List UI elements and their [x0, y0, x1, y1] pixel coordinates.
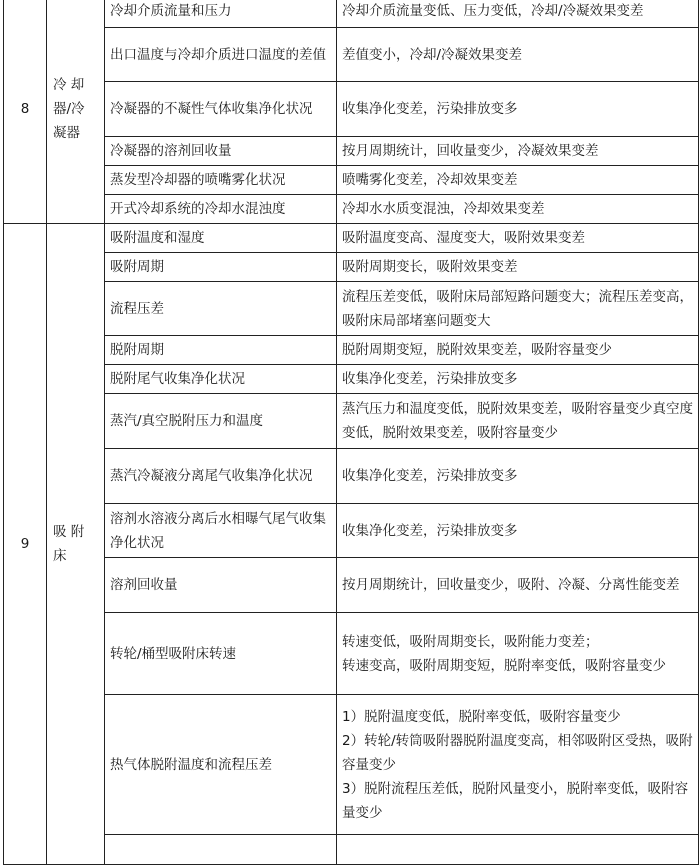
table-row: [4, 365, 699, 394]
check-item: 热气体脱附温度和流程压差: [105, 695, 337, 835]
table-row: [4, 613, 699, 695]
effect-cell: 按月周期统计，回收量变少，吸附、冷凝、分离性能变差: [337, 558, 699, 613]
table-row: [4, 82, 699, 137]
effect-cell: 按月周期统计，回收量变少，冷凝效果变差: [337, 137, 699, 166]
table-row: [4, 449, 699, 504]
table-row: [4, 28, 699, 82]
check-item: 蒸汽/真空脱附压力和温度: [105, 394, 337, 449]
effect-line: 3）脱附流程压差低，脱附风量变小，脱附率变低，吸附容量变少: [342, 780, 689, 821]
effect-cell: 差值变小，冷却/冷凝效果变差: [337, 28, 699, 82]
check-item: 流程压差: [105, 282, 337, 336]
effect-line: 转速变高，吸附周期变短，脱附率变低，吸附容量变少: [342, 657, 666, 674]
effect-cell: 冷却介质流量变低、压力变低，冷却/冷凝效果变差: [337, 0, 699, 28]
effect-cell: 流程压差变低，吸附床局部短路问题变大；流程压差变高，吸附床局部堵塞问题变大: [337, 282, 699, 336]
table-row: [4, 336, 699, 365]
category-cell: [47, 0, 105, 224]
effect-line: 1）脱附温度变低，脱附率变低，吸附容量变少: [342, 708, 621, 725]
table-row: [4, 137, 699, 166]
effect-line: 2）转轮/转筒吸附器脱附温度变高，相邻吸附区受热，吸附容量变少: [342, 732, 693, 773]
effect-line: 转速变低，吸附周期变长，吸附能力变差；: [342, 633, 599, 650]
check-item: 冷凝器的溶剂回收量: [105, 137, 337, 166]
effect-cell: [337, 695, 699, 835]
row-number: 8: [4, 0, 47, 224]
effect-cell: 喷嘴雾化变差，冷却效果变差: [337, 166, 699, 195]
effect-cell: 吸附温度变高、湿度变大，吸附效果变差: [337, 224, 699, 253]
table-row: [4, 558, 699, 613]
empty-cell: [337, 835, 699, 865]
effect-cell: 收集净化变差，污染排放变多: [337, 365, 699, 394]
effect-cell: 脱附周期变短，脱附效果变差，吸附容量变少: [337, 336, 699, 365]
category-label: 吸 附 床: [53, 524, 85, 564]
check-item: 出口温度与冷却介质进口温度的差值: [105, 28, 337, 82]
effect-cell: 收集净化变差，污染排放变多: [337, 82, 699, 137]
table-row: [4, 695, 699, 835]
check-item: 吸附温度和湿度: [105, 224, 337, 253]
check-item: 溶剂水溶液分离后水相曝气尾气收集净化状况: [105, 504, 337, 558]
table-row: [4, 195, 699, 224]
check-item: 冷却介质流量和压力: [105, 0, 337, 28]
table-row: [4, 504, 699, 558]
table-row: [4, 253, 699, 282]
check-item: 开式冷却系统的冷却水混浊度: [105, 195, 337, 224]
check-item: 蒸发型冷却器的喷嘴雾化状况: [105, 166, 337, 195]
effect-cell: 蒸汽压力和温度变低，脱附效果变差，吸附容量变少真空度变低，脱附效果变差，吸附容量变少: [337, 394, 699, 449]
row-number: 9: [4, 224, 47, 865]
effect-cell: 冷却水水质变混浊，冷却效果变差: [337, 195, 699, 224]
inspection-table: [3, 0, 699, 865]
table-row: [4, 394, 699, 449]
check-item: 蒸汽冷凝液分离尾气收集净化状况: [105, 449, 337, 504]
table-row: [4, 0, 699, 28]
table-row: [4, 166, 699, 195]
category-cell: [47, 224, 105, 865]
table-row: [4, 224, 699, 253]
check-item: 冷凝器的不凝性气体收集净化状况: [105, 82, 337, 137]
check-item: 转轮/桶型吸附床转速: [105, 613, 337, 695]
effect-cell: 收集净化变差，污染排放变多: [337, 449, 699, 504]
table-row: [4, 282, 699, 336]
effect-cell: [337, 613, 699, 695]
effect-cell: 收集净化变差，污染排放变多: [337, 504, 699, 558]
category-label: 冷 却 器/冷 凝器: [53, 77, 85, 141]
check-item: 脱附周期: [105, 336, 337, 365]
empty-cell: [105, 835, 337, 865]
check-item: 溶剂回收量: [105, 558, 337, 613]
check-item: 吸附周期: [105, 253, 337, 282]
check-item: 脱附尾气收集净化状况: [105, 365, 337, 394]
table-row: [4, 835, 699, 865]
effect-cell: 吸附周期变长，吸附效果变差: [337, 253, 699, 282]
